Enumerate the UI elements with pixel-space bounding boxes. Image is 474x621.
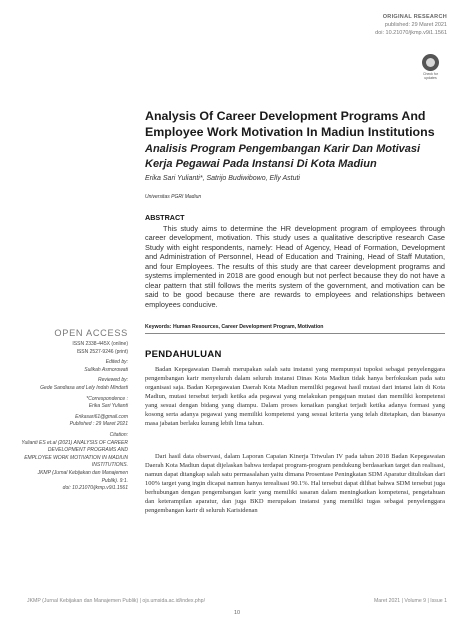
check-updates-icon bbox=[422, 54, 439, 71]
open-access-label: OPEN ACCESS bbox=[54, 328, 128, 338]
editor-name: Sulikah Asmorowati bbox=[84, 366, 128, 373]
body-paragraph-2: Dari hasil data observasi, dalam Laporan Capaian Kinerja Triwulan IV pada tahun 2018 Badan Kepegawaian Daerah Kota Madiun dapat dijelaskan bahwa terdapat program-program pendukung berdasarkan target dan realisasi, namun dapat ditangkap salah satu permasalahan yaitu dimana Prosentase Peningkatan SDM Aparatur dituliskan dari 100% target yang ingin dicapai namun hanya terealisasi 90.1%. Hal tersebut dapat dilihat bahwa SDM tersebut juga berhubungan dengan pengembangan karir yang memiliki sasaran dalam meningkatkan kompetensi, pengetahuan dan keterampilan aparatur, dan juga BKD merupakan instansi yang memiliki tugas sebagai penyelenggara pengembangan karir di seluruh Karisidenan bbox=[145, 453, 446, 514]
issn-online: ISSN 2338-445X (online) bbox=[72, 341, 128, 347]
check-updates-label: Check for updates bbox=[423, 72, 438, 80]
reviewed-label: Reviewed by: bbox=[97, 377, 128, 384]
title-english: Analysis Of Career Development Programs And Employee Work Motivation In Madiun Institutions bbox=[145, 109, 435, 139]
abstract-heading: ABSTRACT bbox=[145, 213, 185, 222]
affiliation: Universitas PGRI Madiun bbox=[145, 194, 202, 200]
edited-label: Edited by: bbox=[105, 359, 128, 366]
issn-print: ISSN 2527-9246 (print) bbox=[76, 348, 128, 355]
citation-label: Citation: bbox=[109, 431, 128, 438]
article-type-label: ORIGINAL RESEARCH bbox=[382, 14, 447, 20]
authors: Erika Sari Yulianti*, Satrijo Budiwibowo, Elly Astuti bbox=[145, 175, 300, 182]
body-paragraph-1: Badan Kepegawaian Daerah merupakan salah satu instansi yang mempunyai tupoksi sebagai penyelenggara pengembangan karir menyeluruh dalam seluruh instansi Dinas Kota Madiun tidak hanya berfokuskan pada satu organisasi saja. Badan Kepegawaian Daerah Kota Madiun memiliki pegawai hasil mutasi dari intansi lain di Kota Madiun, mutasi tersebut terjadi ketika ada pegawai yang melakukan pengajuan mutasi dan memiliki kompetensi yang sesuai dengan bidang yang diampu. Dalam proses kenaikan pangkat terjadi ketika adanya formasi yang kosong serta adanya pegawai yang memiliki kompetensi yang sesuai kriteria yang telah ditetapkan, dan biasanya masa jabatan berlaku kurang lebih lima tahun. bbox=[145, 366, 445, 427]
article-header bbox=[375, 13, 447, 37]
correspondence-name: Erika Sari Yulianti bbox=[88, 403, 128, 410]
check-for-updates-badge[interactable] bbox=[418, 54, 443, 82]
section-heading: PENDAHULUAN bbox=[145, 349, 222, 360]
abstract-text: This study aims to determine the HR development program of employees through career development, motivation. This study uses a qualitative descriptive research Case Study with eight respondents, namely: Head of Agency, Head of Formation, Development and Administration of Personnel, Head of Education and Training, Head of Staff Mutation, and four Employees. The results of this study are that career development programs and systems implemented in 2018 are good enough but not perfect because they do not have a clear pattern that still follows the merits system of the government, and motivation can be said to be good because there are rewards to employees and relationships between employees conducive. bbox=[145, 224, 445, 309]
page-number: 10 bbox=[233, 610, 241, 616]
citation-doi[interactable]: doi: 10.21070/jkmp.v9i1.1561 bbox=[62, 485, 128, 492]
header-doi: doi: 10.21070/jkmp.v9i1.1561 bbox=[375, 30, 447, 36]
keywords: Keywords: Human Resources, Career Development Program, Motivation bbox=[145, 324, 324, 330]
correspondence-label: *Correspondence : bbox=[86, 395, 128, 402]
keywords-divider bbox=[145, 333, 445, 334]
citation-journal: JKMP (Jurnal Kebijakan dan Manajemen Publik). 9:1. bbox=[37, 469, 128, 484]
sidebar-meta bbox=[20, 341, 128, 493]
footer-issue: Maret 2021 | Volume 9 | Issue 1 bbox=[373, 598, 447, 604]
reviewer-names: Gede Sandiasa and Lely Indah Mindarti bbox=[40, 384, 128, 391]
footer-journal[interactable]: JKMP (Jurnal Kebijakan dan Manajemen Publik) | ojs.umsida.ac.id/index.php/ bbox=[27, 598, 206, 604]
title-indonesian: Analisis Program Pengembangan Karir Dan Motivasi Kerja Pegawai Pada Instansi Di Kota Madiun bbox=[145, 143, 421, 170]
citation-text: Yulianti ES et.al (2021) ANALYSIS OF CAREER DEVELOPMENT PROGRAMS AND EMPLOYEE WORK MOTIVATION IN MADIUN INSTITUTIONS. bbox=[21, 439, 128, 469]
correspondence-email[interactable]: Erikasari61@gmail.com bbox=[75, 413, 128, 420]
published-date: published: 29 Maret 2021 bbox=[384, 22, 447, 28]
published-line: Published : 29 Maret 2021 bbox=[69, 421, 128, 428]
